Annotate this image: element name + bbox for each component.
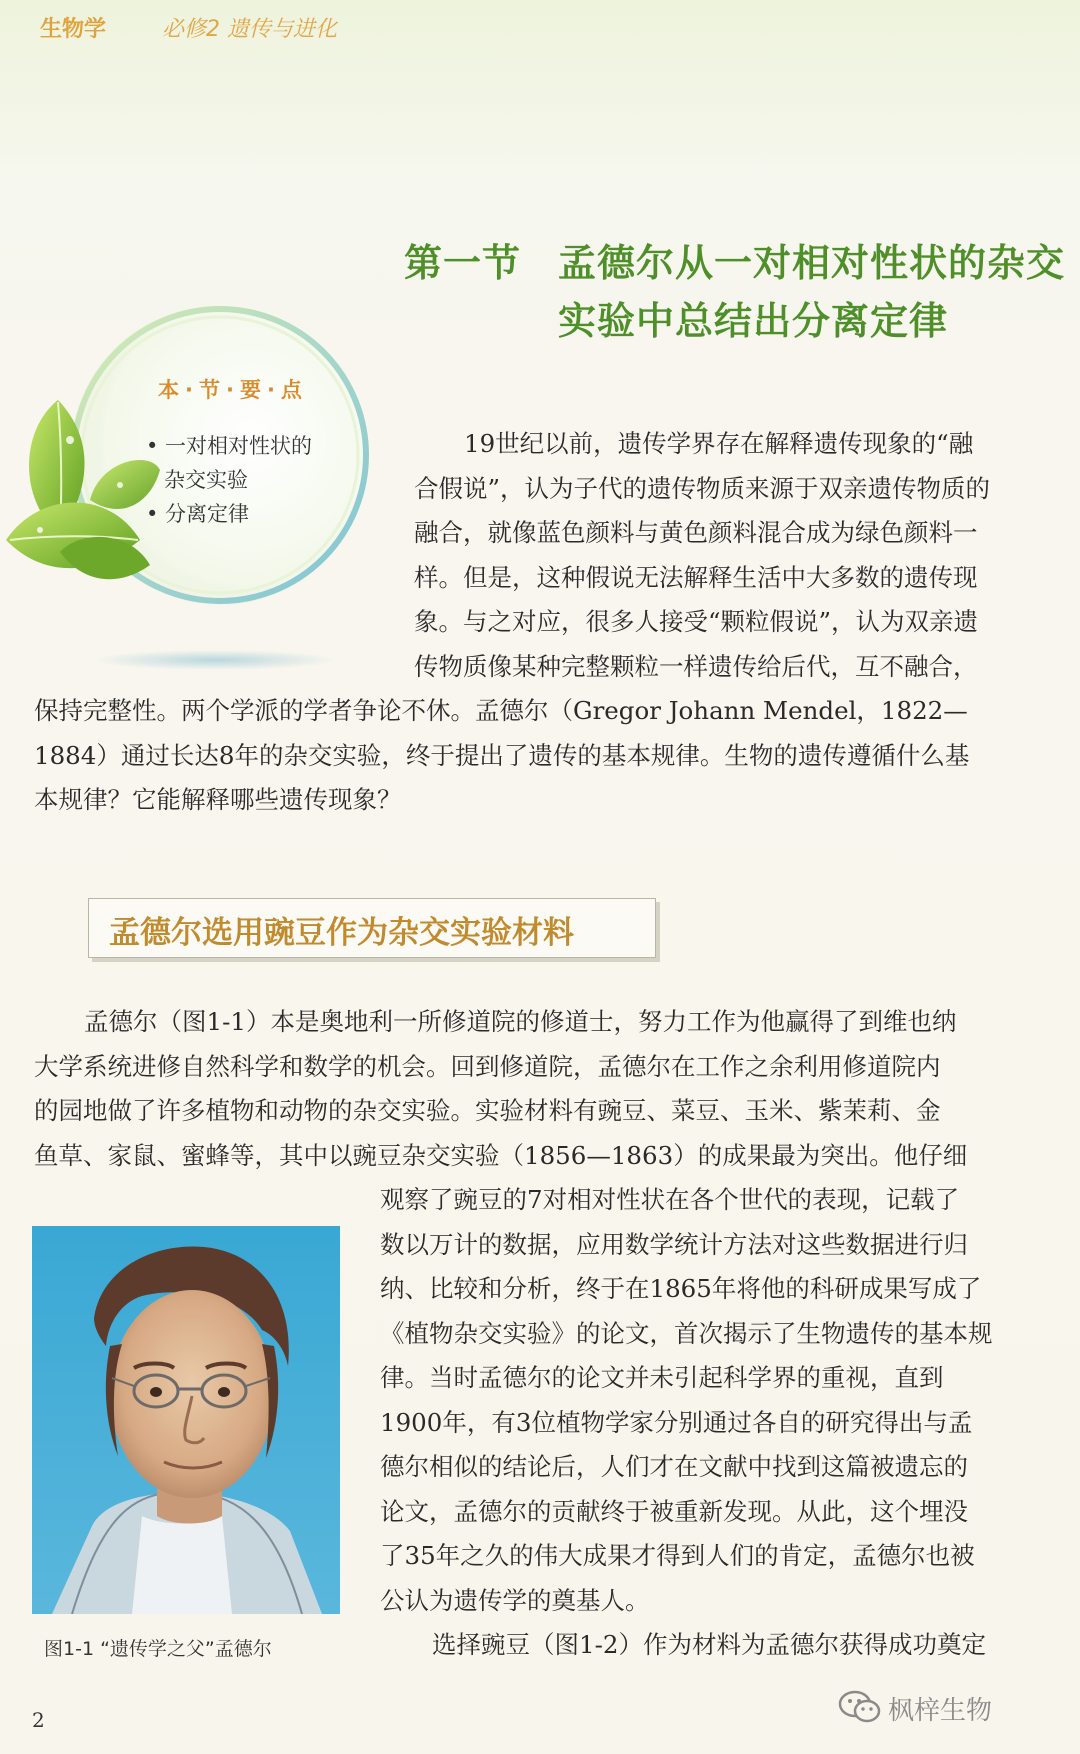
text-line: 数以万计的数据，应用数学统计方法对这些数据进行归 (380, 1229, 968, 1259)
text-line: 融合，就像蓝色颜料与黄色颜料混合成为绿色颜料一 (414, 518, 978, 547)
body-paragraph-full (34, 1000, 967, 1178)
intro-paragraph-full (34, 689, 969, 823)
text-line: 的园地做了许多植物和动物的杂交实验。实验材料有豌豆、菜豆、玉米、紫茉莉、金 (34, 1096, 941, 1125)
text-line: 律。当时孟德尔的论文并未引起科学界的重视，直到 (380, 1363, 944, 1392)
text-line: 1884）通过长达8年的杂交实验，终于提出了遗传的基本规律。生物的遗传遵循什么基 (34, 740, 970, 770)
text-line: 选择豌豆（图1-2）作为材料为孟德尔获得成功奠定 (432, 1630, 986, 1659)
subsection-heading: 孟德尔选用豌豆作为杂交实验材料 (109, 915, 574, 951)
text-line: 《植物杂交实验》的论文，首次揭示了生物遗传的基本规 (380, 1318, 993, 1348)
text-line: 合假说”，认为子代的遗传物质来源于双亲遗传物质的 (414, 473, 991, 503)
header-course: 必修2 遗传与进化 (162, 17, 337, 42)
key-point-item: • 分离定律 (146, 502, 250, 526)
key-points-heading: 本·节·要·点 (158, 378, 308, 402)
text-line: 象。与之对应，很多人接受“颗粒假说”，认为双亲遗 (414, 607, 979, 636)
running-header (40, 12, 337, 43)
text-line: 19世纪以前，遗传学界存在解释遗传现象的“融 (464, 429, 974, 458)
text-line: 大学系统进修自然科学和数学的机会。回到修道院，孟德尔在工作之余利用修道院内 (34, 1051, 941, 1081)
header-subject: 生物学 (40, 17, 107, 42)
wechat-icon (838, 1690, 882, 1724)
subsection-heading-box (88, 898, 656, 958)
text-line: 传物质像某种完整颗粒一样遗传给后代，互不融合， (414, 651, 978, 681)
figure-caption: 图1-1 “遗传学之父”孟德尔 (44, 1638, 272, 1660)
watermark-text: 枫梓生物 (888, 1696, 993, 1726)
text-line: 保持完整性。两个学派的学者争论不休。孟德尔（Gregor Johann Mendel，1822— (34, 696, 968, 725)
text-line: 了35年之久的伟大成果才得到人们的肯定，孟德尔也被 (380, 1541, 975, 1570)
watermark (888, 1690, 992, 1727)
text-line: 本规律？它能解释哪些遗传现象？ (34, 785, 402, 814)
page-number: 2 (32, 1708, 45, 1732)
text-line: 德尔相似的结论后，人们才在文献中找到这篇被遗忘的 (380, 1452, 968, 1481)
text-line: 纳、比较和分析，终于在1865年将他的科研成果写成了 (380, 1274, 982, 1303)
key-point-item: • 一对相对性状的 (146, 434, 313, 458)
key-point-item: 杂交实验 (164, 468, 248, 492)
section-title-line2: 实验中总结出分离定律 (558, 299, 949, 343)
intro-paragraph-indented (414, 422, 990, 689)
text-line: 样。但是，这种假说无法解释生活中大多数的遗传现 (414, 562, 978, 592)
text-line: 鱼草、家鼠、蜜蜂等，其中以豌豆杂交实验（1856—1863）的成果最为突出。他仔细 (34, 1140, 968, 1170)
text-line: 论文，孟德尔的贡献终于被重新发现。从此，这个埋没 (380, 1496, 968, 1526)
text-line: 1900年，有3位植物学家分别通过各自的研究得出与孟 (380, 1407, 973, 1437)
text-line: 孟德尔（图1-1）本是奥地利一所修道院的修道士，努力工作为他赢得了到维也纳 (84, 1007, 957, 1036)
text-line: 公认为遗传学的奠基人。 (380, 1585, 650, 1615)
mendel-portrait-image (32, 1226, 340, 1614)
body-paragraph-right (380, 1178, 993, 1668)
section-title-line1: 孟德尔从一对相对性状的杂交 (558, 241, 1066, 285)
section-number: 第一节 (404, 241, 522, 285)
text-line: 观察了豌豆的7对相对性状在各个世代的表现，记载了 (380, 1185, 960, 1214)
